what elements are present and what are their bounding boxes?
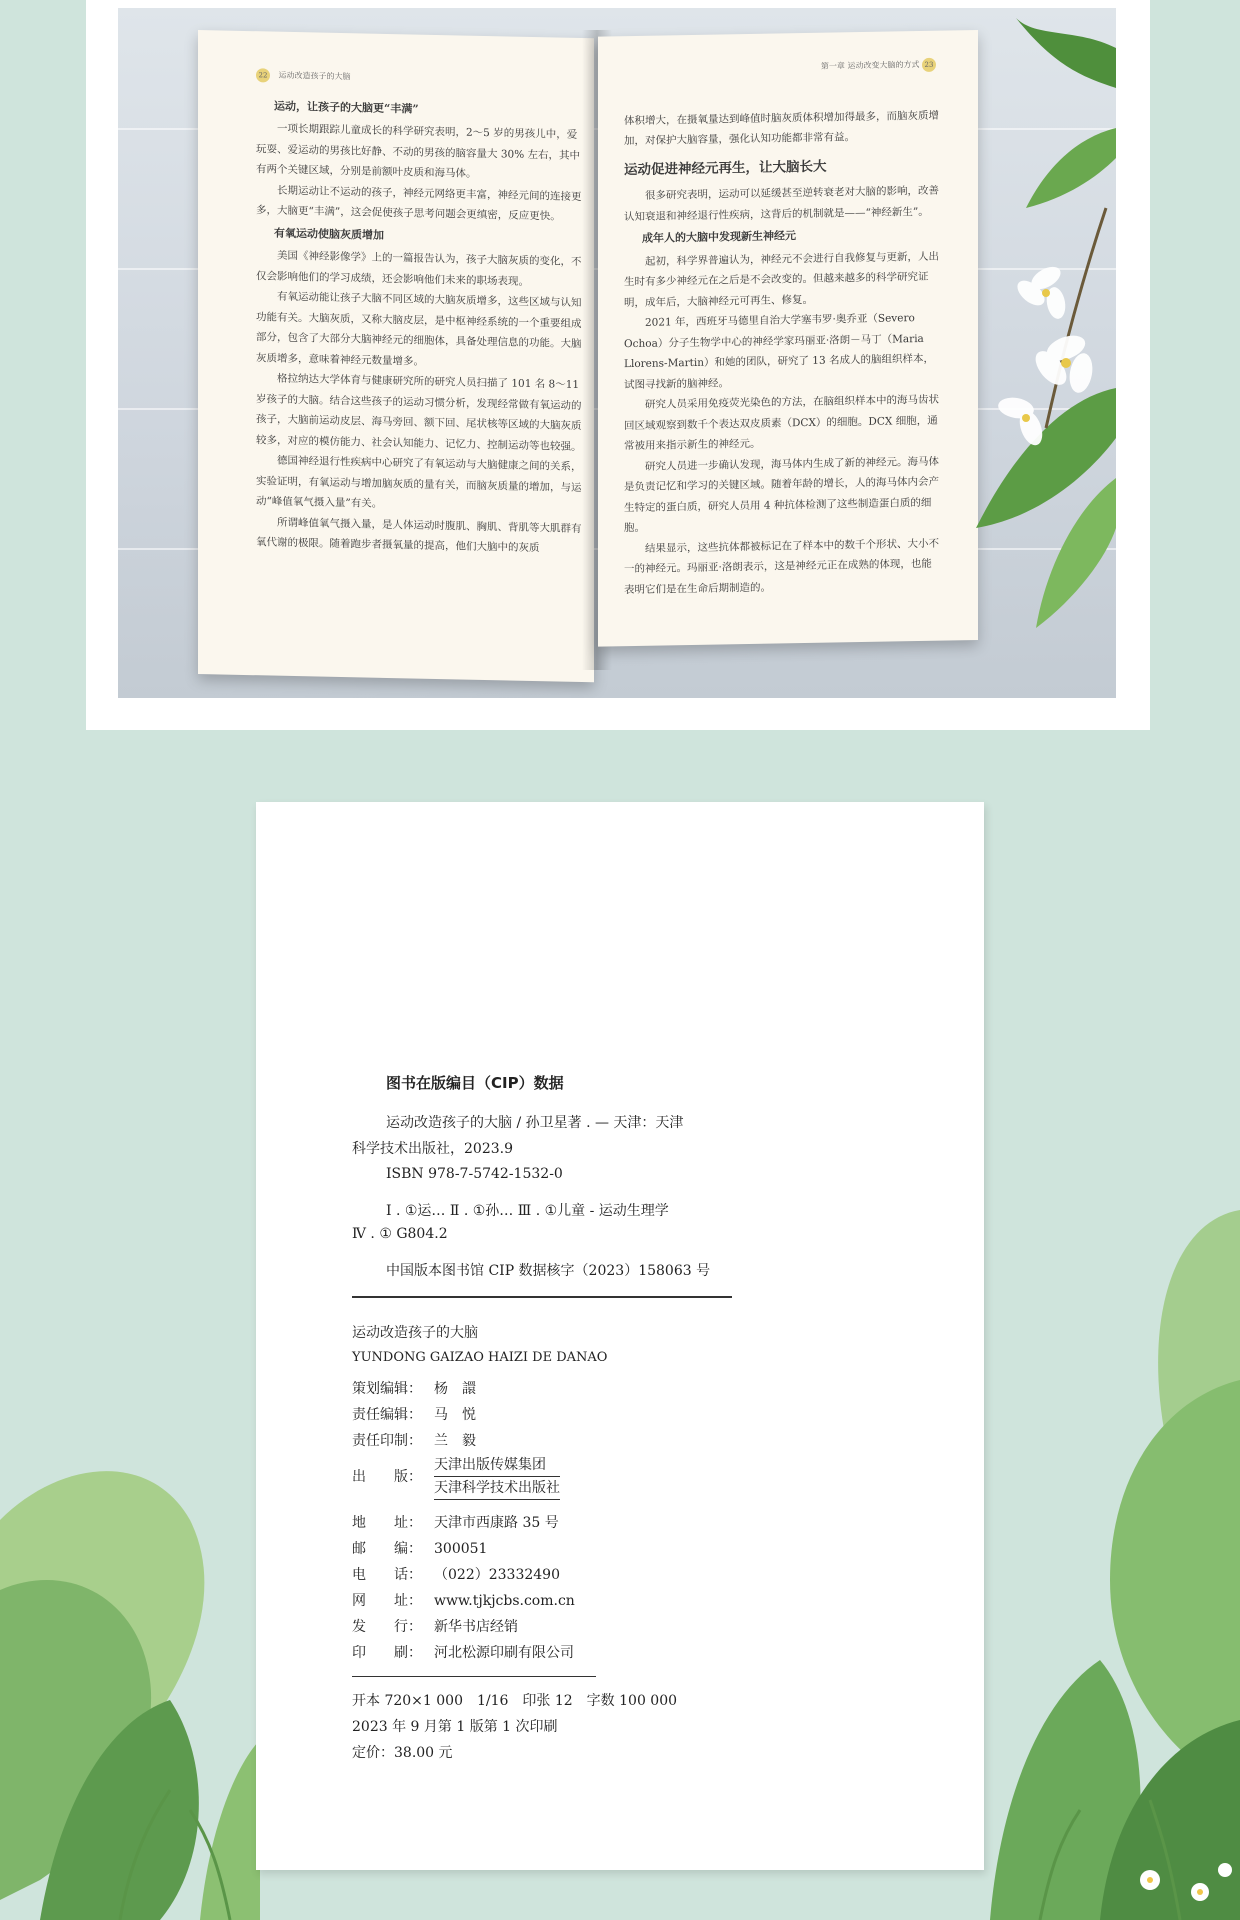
- right-paragraph: 研究人员采用免疫荧光染色的方法，在脑组织样本中的海马齿状回区域观察到数千个表达双皮质素（DCX）的细胞。DCX 细胞，通常被用来指示新生的神经元。: [624, 393, 939, 453]
- colophon-publisher-label: 出 版：: [352, 1469, 422, 1485]
- book-photo: [118, 8, 1116, 698]
- left-page-number: 22: [256, 68, 270, 82]
- left-paragraph: 一项长期跟踪儿童成长的科学研究表明，2～5 岁的男孩儿中，爱玩耍、爱运动的男孩比好静、不动的男孩的脑容量大 30% 左右，其中有两个关键区域，分别是前额叶皮质和海马体。: [256, 122, 581, 180]
- cip-classification: Ⅳ . ① G804.2: [352, 1226, 448, 1242]
- colophon-row: 策划编辑： 杨 譞: [352, 1381, 476, 1397]
- publisher-box: [434, 1454, 560, 1500]
- cip-entry-line: 运动改造孩子的大脑 / 孙卫星著 . — 天津：天津: [386, 1115, 684, 1131]
- right-paragraph: 研究人员进一步确认发现，海马体内生成了新的神经元。海马体是负责记忆和学习的关键区域。随着年龄的增长，人的海马体内会产生特定的蛋白质，研究人员用 4 种抗体检测了这些制造蛋白质的细胞。: [624, 455, 939, 535]
- left-paragraph: 长期运动让不运动的孩子，神经元网络更丰富，神经元间的连接更多，大脑更“丰满”，这会促使孩子思考问题会更缜密，反应更快。: [256, 184, 582, 223]
- cip-record-number: 中国版本图书馆 CIP 数据核字（2023）158063 号: [386, 1263, 711, 1279]
- colophon-row: 责任印制： 兰 毅: [352, 1433, 476, 1449]
- right-paragraph: 起初，科学界普遍认为，神经元不会进行自我修复与更新，人出生时有多少神经元在之后是不会改变的。但越来越多的科学研究证明，成年后，大脑神经元可再生、修复。: [624, 250, 939, 309]
- cip-classification: Ⅰ . ①运… Ⅱ . ①孙… Ⅲ . ①儿童 - 运动生理学: [386, 1203, 669, 1219]
- colophon-row: 印 刷： 河北松源印刷有限公司: [352, 1645, 574, 1661]
- book-title-pinyin: YUNDONG GAIZAO HAIZI DE DANAO: [352, 1350, 608, 1365]
- left-running-head: 22 运动改造孩子的大脑: [256, 65, 584, 92]
- right-paragraph: 2021 年，西班牙马德里自治大学塞韦罗·奥乔亚（Severo Ochoa）分子生物学中心的神经学家玛丽亚·洛朗－马丁（Maria Llorens-Martin）和她的团队，研究了 13 名成人的脑组织样本，试图寻找新的脑神经。: [624, 312, 934, 391]
- flower-branch-decoration: [956, 8, 1116, 698]
- copyright-page: [256, 802, 984, 1870]
- left-paragraph: 德国神经退行性疾病中心研究了有氧运动与大脑健康之间的关系，实验证明，有氧运动与增加脑灰质的量有关，而脑灰质量的增加，与运动“峰值氧气摄入量”有关。: [256, 454, 582, 510]
- book-price: 定价：38.00 元: [352, 1745, 453, 1761]
- right-heading: 运动促进神经元再生，让大脑长大: [624, 158, 827, 178]
- right-paragraph: 体积增大，在摄氧量达到峰值时脑灰质体积增加得最多，而脑灰质增加，对保护大脑容量，强化认知功能都非常有益。: [624, 109, 939, 148]
- book-spec: 开本 720×1 000 1/16 印张 12 字数 100 000: [352, 1693, 678, 1709]
- book-photo-frame: [86, 0, 1150, 730]
- left-paragraph: 美国《神经影像学》上的一篇报告认为，孩子大脑灰质的变化，不仅会影响他们的学习成绩，还会影响他们未来的职场表现。: [256, 249, 582, 288]
- right-running-head: 第一章 运动改变大脑的方式 23: [624, 55, 942, 81]
- left-paragraph: 所谓峰值氧气摄入量，是人体运动时腹肌、胸肌、背肌等大肌群有氧代谢的极限。随着跑步者摄氧量的提高，他们大脑中的灰质: [256, 516, 582, 555]
- right-paragraph: 很多研究表明，运动可以延缓甚至逆转衰老对大脑的影响，改善认知衰退和神经退行性疾病，这背后的机制就是——“神经新生”。: [624, 184, 939, 223]
- colophon-row: 发 行： 新华书店经销: [352, 1619, 518, 1635]
- right-page-number: 23: [922, 58, 936, 72]
- open-book: [198, 30, 978, 674]
- left-heading-2: 有氧运动使脑灰质增加: [274, 226, 384, 242]
- publisher-group: 天津出版传媒集团: [434, 1454, 560, 1477]
- colophon-row: 网 址： www.tjkjcbs.com.cn: [352, 1593, 575, 1609]
- cip-entry-line: 科学技术出版社，2023.9: [352, 1141, 513, 1157]
- left-paragraph: 有氧运动能让孩子大脑不同区域的大脑灰质增多，这些区域与认知功能有关。大脑灰质，又称大脑皮层，是中枢神经系统的一个重要组成部分，包含了大部分大脑神经元的细胞体，具备处理信息的功能。大脑灰质增多，意味着神经元数量增多。: [256, 290, 582, 368]
- colophon-row: 电 话： （022）23332490: [352, 1567, 560, 1583]
- divider: [352, 1676, 596, 1677]
- left-heading-1: 运动，让孩子的大脑更“丰满”: [274, 99, 419, 116]
- right-subheading: 成年人的大脑中发现新生神经元: [642, 229, 796, 245]
- colophon-row: 邮 编： 300051: [352, 1541, 488, 1557]
- colophon-row: 责任编辑： 马 悦: [352, 1407, 476, 1423]
- left-page: [198, 30, 594, 682]
- cip-isbn: ISBN 978-7-5742-1532-0: [386, 1166, 563, 1182]
- left-paragraph: 格拉纳达大学体育与健康研究所的研究人员扫描了 101 名 8～11 岁孩子的大脑。结合这些孩子的运动习惯分析，发现经常做有氧运动的孩子，大脑前运动皮层、海马旁回、额下回、尾状核等区域的大脑灰质较多，对应的模仿能力、社会认知能力、记忆力、控制运动等也较强。: [256, 372, 582, 453]
- right-page: [598, 30, 978, 647]
- publisher-name: 天津科学技术出版社: [434, 1477, 560, 1500]
- right-paragraph: 结果显示，这些抗体都被标记在了样本中的数千个形状、大小不一的神经元。玛丽亚·洛朗表示，这是神经元正在成熟的体现，也能表明它们是在生命后期制造的。: [624, 537, 939, 596]
- colophon-row: 地 址： 天津市西康路 35 号: [352, 1515, 559, 1531]
- book-title-cn: 运动改造孩子的大脑: [352, 1325, 478, 1341]
- cip-title: 图书在版编目（CIP）数据: [386, 1074, 564, 1092]
- book-edition: 2023 年 9 月第 1 版第 1 次印刷: [352, 1719, 558, 1735]
- divider: [352, 1296, 732, 1298]
